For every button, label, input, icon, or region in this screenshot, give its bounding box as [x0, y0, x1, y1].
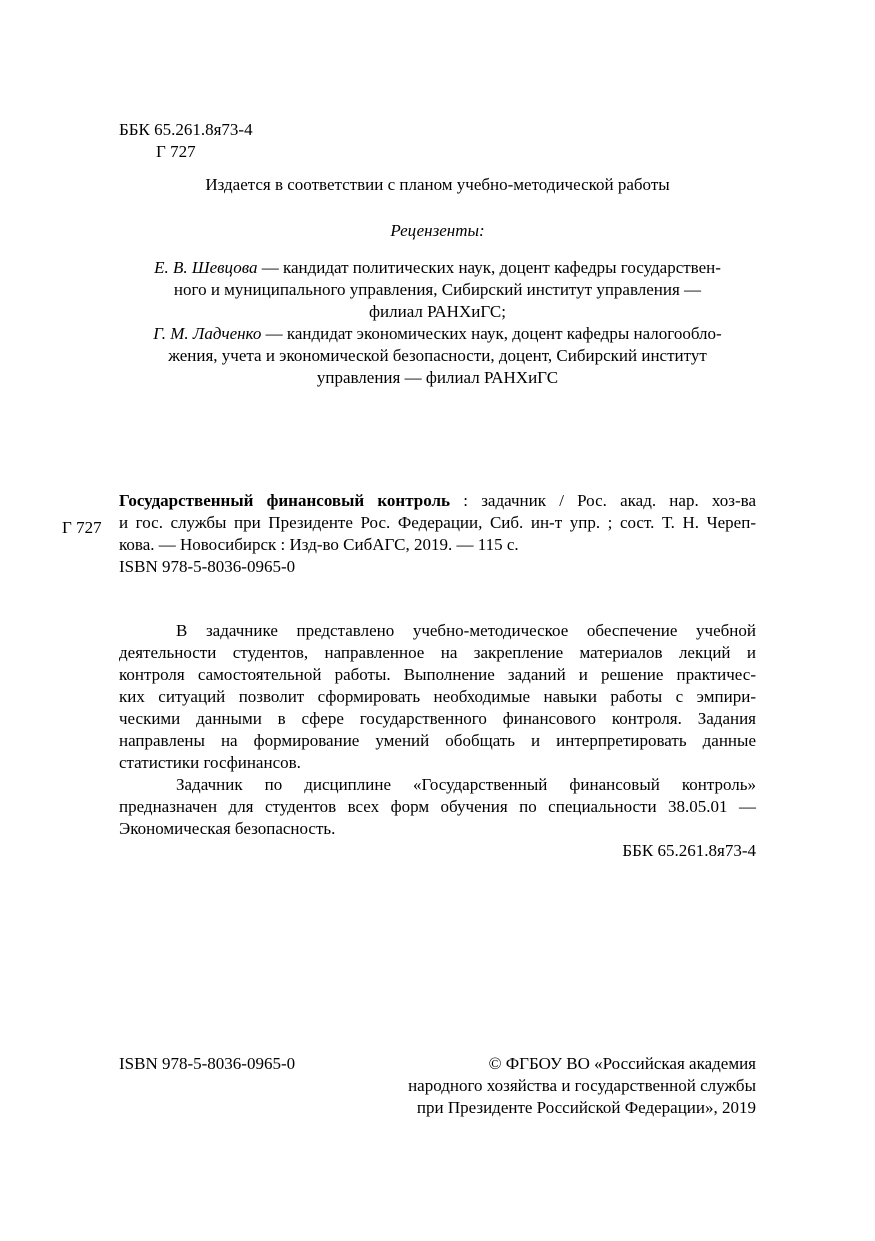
copyright-line: народного хозяйства и государственной службы: [408, 1076, 756, 1095]
bbk-code: ББК 65.261.8я73-4: [119, 120, 253, 139]
abstract-line: статистики госфинансов.: [119, 753, 301, 772]
abstract-line: ческими данными в сфере государственного финансового контроля. Задания: [119, 709, 756, 728]
abstract-line: В задачнике представлено учебно-методическое обеспечение учебной: [176, 621, 756, 640]
catalog-line-2: и гос. службы при Президенте Рос. Федерации, Сиб. ин-т упр. ; сост. Т. Н. Череп-: [119, 513, 756, 532]
reviewer-1-line-2: ного и муниципального управления, Сибирский институт управления —: [173, 280, 702, 299]
abstract-line: Экономическая безопасность.: [119, 819, 336, 838]
abstract-line: контроля самостоятельной работы. Выполнение заданий и решение практичес-: [119, 665, 756, 684]
catalog-line-1: Государственный финансовый контроль : задачник / Рос. акад. нар. хоз-ва: [119, 491, 756, 510]
catalog-line-3: кова. — Новосибирск : Изд-во СибАГС, 2019. — 115 с.: [119, 535, 519, 554]
reviewer-2-line-2: жения, учета и экономической безопасности, доцент, Сибирский институт: [168, 346, 707, 365]
copyright-line: при Президенте Российской Федерации», 2019: [416, 1098, 756, 1117]
reviewer-1-line-3: филиал РАНХиГС;: [369, 302, 506, 321]
publish-note: Издается в соответствии с планом учебно-методической работы: [205, 175, 670, 194]
abstract-line: Задачник по дисциплине «Государственный финансовый контроль»: [176, 775, 756, 794]
abstract-line: предназначен для студентов всех форм обучения по специальности 38.05.01 —: [119, 797, 756, 816]
reviewer-1-name: Е. В. Шевцова: [154, 258, 258, 277]
reviewer-2-line-3: управления — филиал РАНХиГС: [316, 368, 559, 387]
footer-isbn: ISBN 978-5-8036-0965-0: [119, 1054, 296, 1073]
reviewer-2-name: Г. М. Ладченко: [153, 324, 262, 343]
abstract-line: ких ситуаций позволит сформировать необходимые навыки работы с эмпири-: [119, 687, 756, 706]
reviewer-1-line-1: Е. В. Шевцова — кандидат политических наук, доцент кафедры государствен-: [154, 258, 721, 277]
book-title: Государственный финансовый контроль: [119, 491, 451, 510]
reviewers-heading: Рецензенты:: [390, 221, 485, 240]
author-mark: Г 727: [156, 142, 196, 161]
abstract-line: деятельности студентов, направленное на закрепление материалов лекций и: [119, 643, 756, 662]
catalog-isbn: ISBN 978-5-8036-0965-0: [119, 557, 296, 576]
catalog-mark: Г 727: [62, 518, 102, 537]
copyright-line: © ФГБОУ ВО «Российская академия: [488, 1054, 756, 1073]
reviewer-2-line-1: Г. М. Ладченко — кандидат экономических наук, доцент кафедры налогообло-: [153, 324, 722, 343]
abstract-bbk: ББК 65.261.8я73-4: [622, 841, 756, 860]
abstract-line: направлены на формирование умений обобщать и интерпретировать данные: [119, 731, 756, 750]
